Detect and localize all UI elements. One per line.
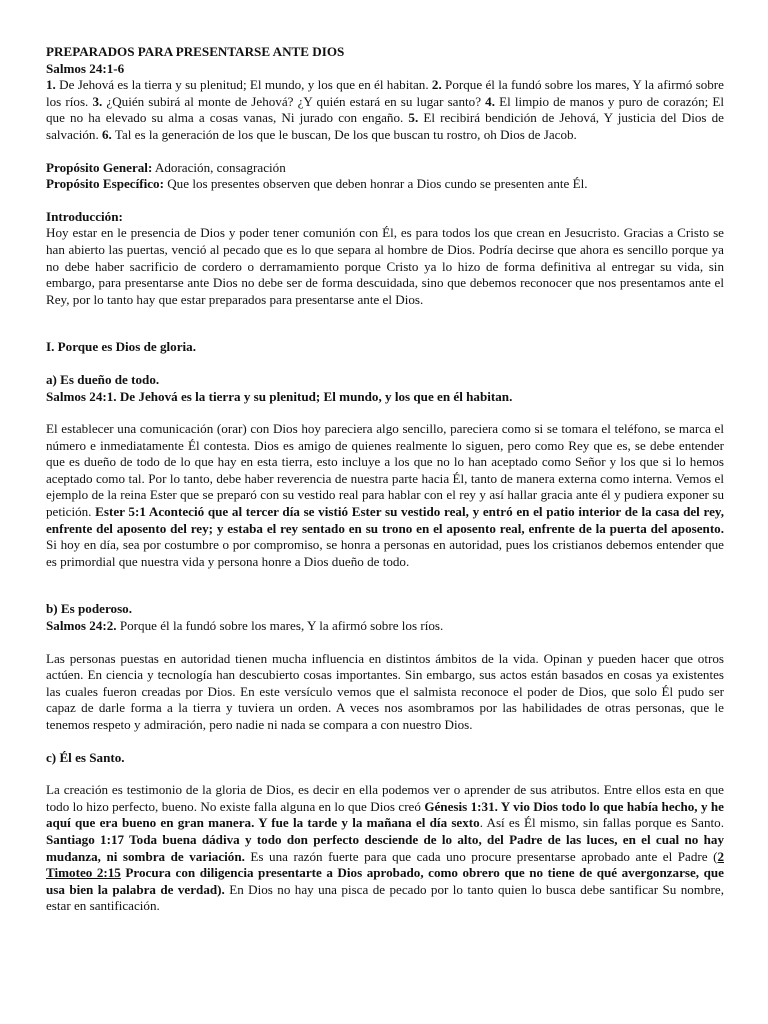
purpose-general: Propósito General: Adoración, consagración xyxy=(46,159,286,175)
document-title: PREPARADOS PARA PRESENTARSE ANTE DIOS xyxy=(46,44,345,59)
reading-reference: Salmos 24:1-6 xyxy=(46,60,125,76)
paragraph-c: La creación es testimonio de la gloria de Dios, es decir en ella podemos ver o aprender de sus atributos. Entre ellos esta en que todo lo hizo perfecto, bueno. No existe falla alguna en lo que Dios creó Génesis 1:31. Y vio Dios todo lo que había hecho, y he aquí que era bueno en gran manera. Y fue la tarde y la mañana el día sexto. Así es Él mismo, sin fallas porque es Santo. Santiago 1:17 Toda buena dádiva y todo don perfecto desciende de lo alto, del Padre de las luces, en el cual no hay mudanza, ni sombra de variación. Es una razón fuerte para que cada uno procure presentarse aprobado ante el Padre (2 Timoteo 2:15 Procura con diligencia presentarte a Dios aprobado, como obrero que no tiene de qué avergonzarse, que usa bien la palabra de verdad). En Dios no hay una pisca de pecado por lo tanto quien lo busca debe santificar Su nombre, estar en santificación. xyxy=(46,782,724,914)
verse-b: Salmos 24:2. Porque él la fundó sobre los mares, Y la afirmó sobre los ríos. xyxy=(46,618,444,634)
subsection-heading-a: a) Es dueño de todo. xyxy=(46,371,160,387)
purpose-specific: Propósito Específico: Que los presentes observen que deben honrar a Dios cundo se presenten ante Él. xyxy=(46,176,588,192)
paragraph-b: Las personas puestas en autoridad tienen mucha influencia en distintos ámbitos de la vida. Opinan y pueden hacer que otros actúen. En ciencia y tecnología han descubierto cosas importantes. Sin embargo, sus actos están basados en cosas ya existentes las cuales fueron creadas por Dios. En este versículo vemos que el salmista reconoce el poder de Dios, que solo Él pudo ser capaz de darle forma a la tierra y tuviera un orden. A veces nos asombramos por las habilidades de otras personas, que le tenemos respeto y admiración, pero nadie ni nada se compara a con nuestro Dios. xyxy=(46,650,724,732)
verse-a: Salmos 24:1. De Jehová es la tierra y su plenitud; El mundo, y los que en él habitan. xyxy=(46,388,513,404)
section-heading-1: I. Porque es Dios de gloria. xyxy=(46,339,196,355)
subsection-heading-c: c) Él es Santo. xyxy=(46,749,125,765)
intro-heading: Introducción: xyxy=(46,208,123,224)
subsection-heading-b: b) Es poderoso. xyxy=(46,601,132,617)
paragraph-a: El establecer una comunicación (orar) con Dios hoy pareciera algo sencillo, pareciera como si se tomara el teléfono, se marca el número e inmediatamente Él contesta. Dios es amigo de quienes realmente lo siguen, pero como Rey que es, se debe entender que es dueño de todo de lo que hay en esta tierra, esto incluye a los que no lo han aceptado como Señor y los que si lo hemos aceptado como tal. Por lo tanto, debe haber reverencia de nuestra parte hacia Él, tanto de manera externa como interna. Vemos el ejemplo de la reina Ester que se preparó con su vestido real para hablar con el rey y así hallar gracia ante él y pudiera exponer su petición. Ester 5:1 Aconteció que al tercer día se vistió Ester su vestido real, y entró en el patio interior de la casa del rey, enfrente del aposento del rey; y estaba el rey sentado en su trono en el aposento real, enfrente de la puerta del aposento. Si hoy en día, sea por costumbre o por compromiso, se honra a personas en autoridad, pues los cristianos debemos entender que es primordial que nuestra vida y persona honre a Dios dueño de todo. xyxy=(46,421,724,569)
reading-passage: 1. De Jehová es la tierra y su plenitud; El mundo, y los que en él habitan. 2. Porque él la fundó sobre los mares, Y la afirmó sobre los ríos. 3. ¿Quién subirá al monte de Jehová? ¿Y quién estará en su lugar santo? 4. El limpio de manos y puro de corazón; El que no ha elevado su alma a cosas vanas, Ni jurado con engaño. 5. El recibirá bendición de Jehová, Y justicia del Dios de salvación. 6. Tal es la generación de los que le buscan, De los que buscan tu rostro, oh Dios de Jacob. xyxy=(46,77,725,142)
intro-paragraph: Hoy estar en le presencia de Dios y poder tener comunión con Él, es para todos los que crean en Jesucristo. Gracias a Cristo se han abierto las puertas, venció al pecado que es lo que separa al hombre de Dios. Podría decirse que ahora es sencillo porque ya no debe haber sacrificio de cordero o derramamiento porque Cristo ya lo hizo de forma definitiva al entregar su vida, sin embargo, para presentarse ante Dios no debe ser de forma descuidada, sino que debemos reconocer que nos presentamos ante el Rey, por lo tanto hay que estar preparados para presentarse ante el Dios. xyxy=(46,225,724,307)
document-page xyxy=(46,44,724,915)
